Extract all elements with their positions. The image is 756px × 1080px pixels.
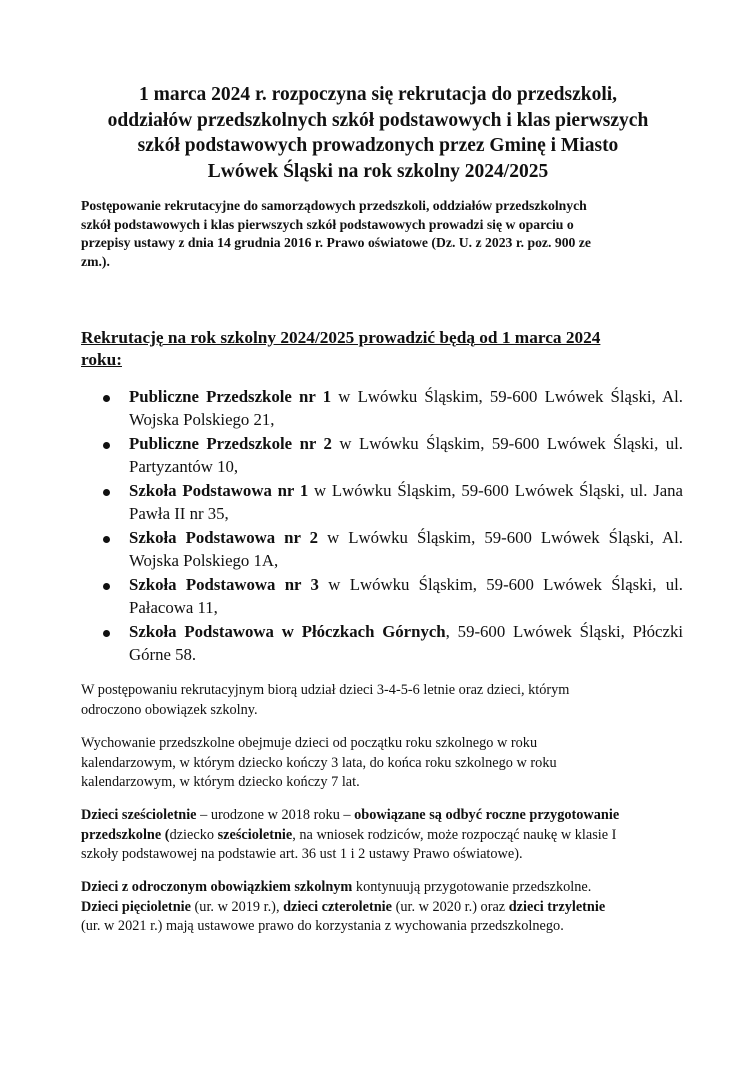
paragraph-line: kalendarzowym, w którym dziecko kończy 3 lata, do końca roku szkolnego w roku [81,754,557,771]
bullet-icon [103,583,110,590]
bold-text: Dzieci sześcioletnie [81,807,197,823]
list-item [103,527,683,572]
school-name: Publiczne Przedszkole nr 1 [129,387,332,406]
list-item-line: Pawła II nr 35, [129,503,229,523]
bullet-icon [103,395,110,402]
list-item [103,621,683,666]
bold-text: dzieci czteroletnie [283,898,392,915]
paragraph-line [81,826,691,846]
bullet-icon [103,630,110,637]
school-name: Szkoła Podstawowa nr 2 [129,528,319,547]
bold-text: dzieci trzyletnie [508,898,606,915]
list-item [103,386,683,431]
list-item [103,480,683,525]
paragraph-line: szkoły podstawowej na podstawie art. 36 ust 1 i 2 ustawy Prawo oświatowe). [81,846,523,862]
plain-text: , na wniosek rodziców, może rozpocząć naukę w klasie I [292,826,617,843]
list-item-line [129,621,683,644]
bullet-icon [103,442,110,449]
list-item [103,574,683,619]
school-address: w Lwówku Śląskim, 59-600 Lwówek Śląski, Al. [318,528,683,547]
age-paragraph [81,681,691,720]
title-line: 1 marca 2024 r. rozpoczyna się rekrutacja do przedszkoli, [138,84,618,105]
school-address: w Lwówku Śląskim, 59-600 Lwówek Śląski, ul. [331,434,683,453]
paragraph-line [81,806,691,826]
paragraph-line: (ur. w 2021 r.) mają ustawowe prawo do korzystania z wychowania przedszkolnego. [81,918,564,934]
school-address: w Lwówku Śląskim, 59-600 Lwówek Śląski, ul. Jana [308,481,684,500]
bold-text: Dzieci pięcioletnie [81,898,191,915]
paragraph-line [81,878,691,898]
six-year-olds-paragraph [81,806,691,865]
bold-text: przedszkolne ( [81,826,170,843]
intro-line: zm.). [81,253,110,269]
school-name: Szkoła Podstawowa w Płóczkach Górnych [129,622,446,641]
list-item [103,433,683,478]
list-item-line: Pałacowa 11, [129,597,218,617]
school-name: Szkoła Podstawowa nr 1 [129,481,309,500]
list-item-line [129,480,683,503]
list-item-line [129,574,683,597]
preschool-paragraph [81,734,691,793]
bold-text: obowiązane są odbyć roczne przygotowanie [354,807,620,823]
intro-line: przepisy ustawy z dnia 14 grudnia 2016 r. Prawo oświatowe (Dz. U. z 2023 r. poz. 900 ze [81,235,591,251]
list-item-line [129,386,683,409]
school-address: , 59-600 Lwówek Śląski, Płóczki [445,622,684,641]
list-item-line [129,527,683,550]
paragraph-line [81,898,691,918]
bullet-icon [103,536,110,543]
bold-text: sześcioletnie [217,826,293,843]
list-item-line [129,433,683,456]
section-heading [81,327,681,370]
paragraph-line: Wychowanie przedszkolne obejmuje dzieci od początku roku szkolnego w roku [81,735,538,751]
school-name: Szkoła Podstawowa nr 3 [129,575,319,594]
page-title [70,82,686,184]
list-item-line: Wojska Polskiego 21, [129,409,275,429]
bullet-icon [103,489,110,496]
plain-text: dziecko [169,826,218,843]
paragraph-line: odroczono obowiązek szkolny. [81,701,258,718]
intro-line: szkół podstawowych i klas pierwszych szkół podstawowych prowadzi się w oparciu o [81,216,574,232]
school-address: w Lwówku Śląskim, 59-600 Lwówek Śląski, ul. [318,575,684,594]
paragraph-line: kalendarzowym, w którym dziecko kończy 7 lat. [81,774,360,790]
heading-line: Rekrutację na rok szkolny 2024/2025 prowadzić będą od 1 marca 2024 [81,328,601,347]
deferred-paragraph [81,878,691,937]
title-line: szkół podstawowych prowadzonych przez Gminę i Miasto [137,135,619,156]
bold-text: Dzieci z odroczonym obowiązkiem szkolnym [81,879,353,895]
list-item-line: Górne 58. [129,644,197,664]
plain-text: (ur. w 2019 r.), [190,898,284,915]
title-line: oddziałów przedszkolnych szkół podstawowych i klas pierwszych [107,109,649,131]
plain-text: kontynuują przygotowanie przedszkolne. [352,879,592,895]
heading-line: roku: [81,349,122,369]
intro-paragraph [81,197,701,271]
school-name: Publiczne Przedszkole nr 2 [129,434,332,453]
school-address: w Lwówku Śląskim, 59-600 Lwówek Śląski, Al. [331,387,683,406]
list-item-line: Partyzantów 10, [129,456,239,476]
schools-list [103,386,683,668]
intro-line: Postępowanie rekrutacyjne do samorządowych przedszkoli, oddziałów przedszkolnych [81,198,587,213]
list-item-line: Wojska Polskiego 1A, [129,550,279,570]
plain-text: – urodzone w 2018 roku – [196,807,355,823]
paragraph-line: W postępowaniu rekrutacyjnym biorą udział dzieci 3-4-5-6 letnie oraz dzieci, którym [81,682,570,698]
title-line: Lwówek Śląski na rok szkolny 2024/2025 [207,160,549,182]
plain-text: (ur. w 2020 r.) oraz [392,898,509,915]
